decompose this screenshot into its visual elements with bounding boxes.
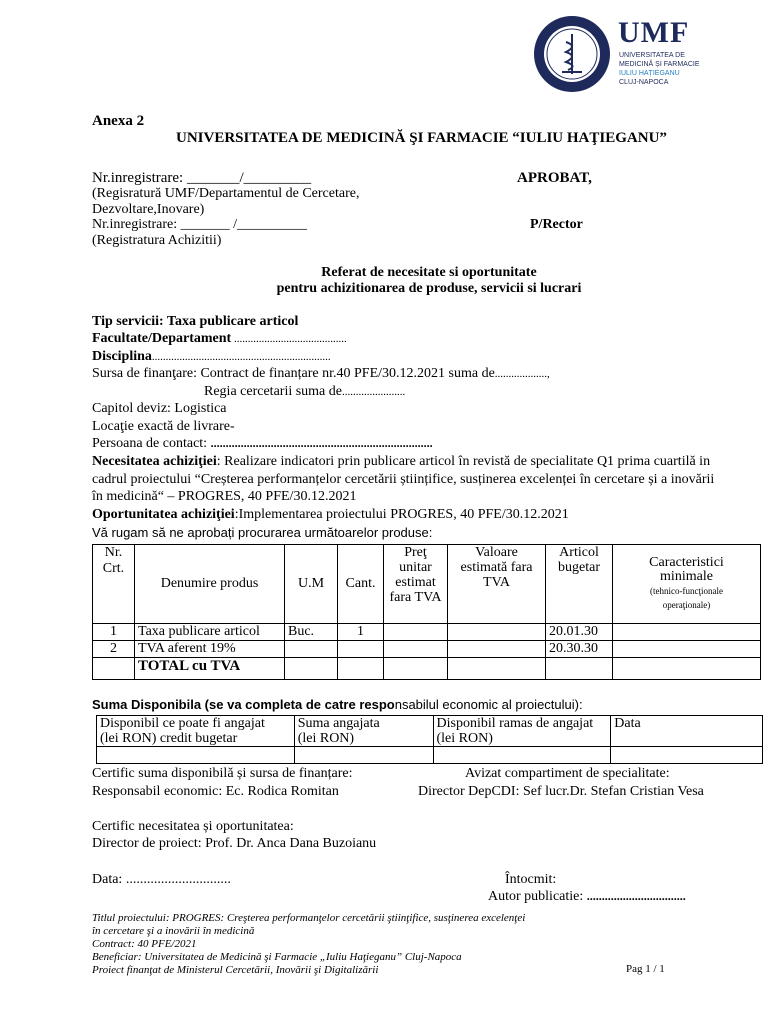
document-title-line-2: pentru achizitionarea de produse, servicii si lucrari: [276, 281, 582, 296]
budget-col-angajata: Suma angajata (lei RON): [294, 716, 433, 747]
facultate-dots: .........................................: [231, 333, 347, 345]
autor-dots: .................................: [586, 889, 686, 903]
row-1-pret: [384, 624, 448, 641]
nr-inregistrare-1: Nr.inregistrare: _______/_________: [92, 170, 312, 186]
budget-col-disponibil: Disponibil ce poate fi angajat (lei RON) credit bugetar: [97, 716, 295, 747]
registratura-2: (Registratura Achizitii): [92, 233, 222, 248]
necesitatea-line-3: în medicină“ – PROGRES, 40 PFE/30.12.2021: [92, 489, 357, 504]
header-cant: Cant.: [338, 545, 384, 624]
logo-line-4: CLUJ-NAPOCA: [619, 79, 669, 86]
intocmit-label: Întocmit:: [505, 872, 557, 887]
row-1-articol: 20.01.30: [546, 624, 613, 641]
persoana-label: Persoana de contact:: [92, 436, 211, 451]
umf-seal-icon: [532, 14, 612, 94]
total-row: [93, 658, 761, 680]
row-2-cant: [338, 641, 384, 658]
row-1-um: Buc.: [285, 624, 338, 641]
row-2-valoare: [448, 641, 546, 658]
disciplina-dots: .................................................................: [151, 351, 331, 363]
registratura-1a: (Regisratură UMF/Departamentul de Cercetare,: [92, 186, 360, 201]
row-1-denumire: Taxa publicare articol: [135, 624, 285, 641]
regia-dots: .......................: [341, 386, 406, 398]
certific-suma: Certific suma disponibilă și sursa de finanțare:: [92, 766, 353, 781]
rector-label: P/Rector: [530, 217, 583, 232]
budget-col-data: Data: [611, 716, 763, 747]
necesitatea-line-2: cadrul proiectului “Creșterea performanțelor cercetării științifice, susținerea excelenței în cercetare și a inovării: [92, 472, 715, 487]
capitol-deviz: Capitol deviz: Logistica: [92, 401, 227, 416]
aprobat-label: APROBAT,: [517, 170, 592, 186]
university-logo: [532, 18, 712, 90]
data-field: Data: ..............................: [92, 872, 231, 887]
regia-text: Regia cercetarii suma de: [204, 384, 342, 399]
persoana-contact: [92, 436, 433, 452]
logo-line-2: MEDICINĂ ȘI FARMACIE: [619, 61, 700, 68]
row-2-pret: [384, 641, 448, 658]
row-2-caracteristici: [613, 641, 761, 658]
sursa-finantare: [92, 366, 550, 382]
header-articol: Articol bugetar: [546, 545, 613, 624]
footer-project-title-2: în cercetare şi a inovării în medicină: [92, 925, 255, 937]
facultate-field: [92, 331, 347, 347]
director-proiect: Director de proiect: Prof. Dr. Anca Dana Buzoianu: [92, 836, 377, 851]
page-number: Pag 1 / 1: [626, 963, 665, 975]
row-1-cant: 1: [338, 624, 384, 641]
registratura-1b: Dezvoltare,Inovare): [92, 202, 205, 217]
director-depcdi: Director DepCDI: Sef lucr.Dr. Stefan Cristian Vesa: [418, 784, 704, 799]
umf-brand: UMF: [618, 16, 690, 49]
regia-cercetarii: [204, 384, 405, 400]
table-row: [93, 641, 761, 658]
autor-label: Autor publicatie:: [488, 889, 587, 904]
university-title: UNIVERSITATEA DE MEDICINĂ ŞI FARMACIE “IULIU HAŢIEGANU”: [176, 130, 667, 146]
total-label: TOTAL cu TVA: [135, 658, 285, 680]
logo-line-3: IULIU HAȚIEGANU: [619, 70, 680, 77]
avizat-compartiment: Avizat compartiment de specialitate:: [465, 766, 670, 781]
locatie-livrare: Locaţie exactă de livrare-: [92, 419, 235, 434]
footer-contract: Contract: 40 PFE/2021: [92, 938, 197, 950]
row-2-denumire: TVA aferent 19%: [135, 641, 285, 658]
header-caracteristici: Caracteristici minimale (tehnico-funcţionale operaţionale): [613, 545, 761, 624]
logo-line-1: UNIVERSITATEA DE: [619, 52, 685, 59]
oportunitatea-text: :Implementarea proiectului PROGRES, 40 PFE/30.12.2021: [234, 507, 569, 522]
row-1-valoare: [448, 624, 546, 641]
budget-table: [96, 715, 763, 764]
row-2-nr: 2: [93, 641, 135, 658]
table-row: [93, 624, 761, 641]
disciplina-field: [92, 349, 331, 365]
suma-disponibila-label: Suma Disponibila (se va completa de catre responsabilul economic al proiectului):: [92, 697, 583, 712]
footer-beneficiar: Beneficiar: Universitatea de Medicină şi Farmacie „Iuliu Haţieganu” Cluj-Napoca: [92, 951, 462, 963]
document-title-line-1: Referat de necesitate si oportunitate: [321, 265, 537, 280]
header-pret: Preţ unitar estimat fara TVA: [384, 545, 448, 624]
products-table-header: [93, 545, 761, 624]
row-2-um: [285, 641, 338, 658]
oportunitatea-line: [92, 507, 569, 523]
header-valoare: Valoare estimată fara TVA: [448, 545, 546, 624]
row-1-caracteristici: [613, 624, 761, 641]
certific-necesitatea: Certific necesitatea și oportunitatea:: [92, 819, 294, 834]
tip-servicii: Tip servicii: Taxa publicare articol: [92, 314, 299, 329]
responsabil-economic: Responsabil economic: Ec. Rodica Romitan: [92, 784, 339, 799]
header-nr-crt: Nr. Crt.: [93, 545, 135, 624]
products-table: [92, 544, 761, 680]
header-um: U.M: [285, 545, 338, 624]
necesitatea-text-1: : Realizare indicatori prin publicare articol în revistă de specialitate Q1 prima cuartilă in: [216, 454, 711, 469]
necesitatea-line-1: [92, 454, 710, 470]
budget-value-row: [97, 747, 763, 764]
anexa-label: Anexa 2: [92, 113, 145, 129]
persoana-dots: ..........................................................................: [210, 436, 433, 450]
necesitatea-label: Necesitatea achiziţiei: [92, 454, 217, 469]
footer-project-title-1: Titlul proiectului: PROGRES: Creşterea performanţelor cercetării ştiinţifice, susţinerea excelenţei: [92, 912, 526, 924]
nr-inregistrare-2: Nr.inregistrare: _______ /__________: [92, 217, 308, 232]
row-1-nr: 1: [93, 624, 135, 641]
facultate-label: Facultate/Departament: [92, 331, 232, 346]
sursa-dots: ...................,: [494, 368, 550, 380]
budget-col-ramas: Disponibil ramas de angajat (lei RON): [433, 716, 611, 747]
budget-header-row: [97, 716, 763, 747]
oportunitatea-label: Oportunitatea achiziţiei: [92, 507, 235, 522]
autor-publicatie: [488, 889, 686, 905]
header-denumire: Denumire produs: [135, 545, 285, 624]
disciplina-label: Disciplina: [92, 349, 152, 364]
sursa-text: Sursa de finanţare: Contract de finanțare nr.40 PFE/30.12.2021 suma de: [92, 366, 495, 381]
rugam-text: Vă rugam să ne aprobați procurarea următoarelor produse:: [92, 525, 433, 540]
footer-finantator: Proiect finanţat de Ministerul Cercetării, Inovării şi Digitalizării: [92, 964, 379, 976]
row-2-articol: 20.30.30: [546, 641, 613, 658]
